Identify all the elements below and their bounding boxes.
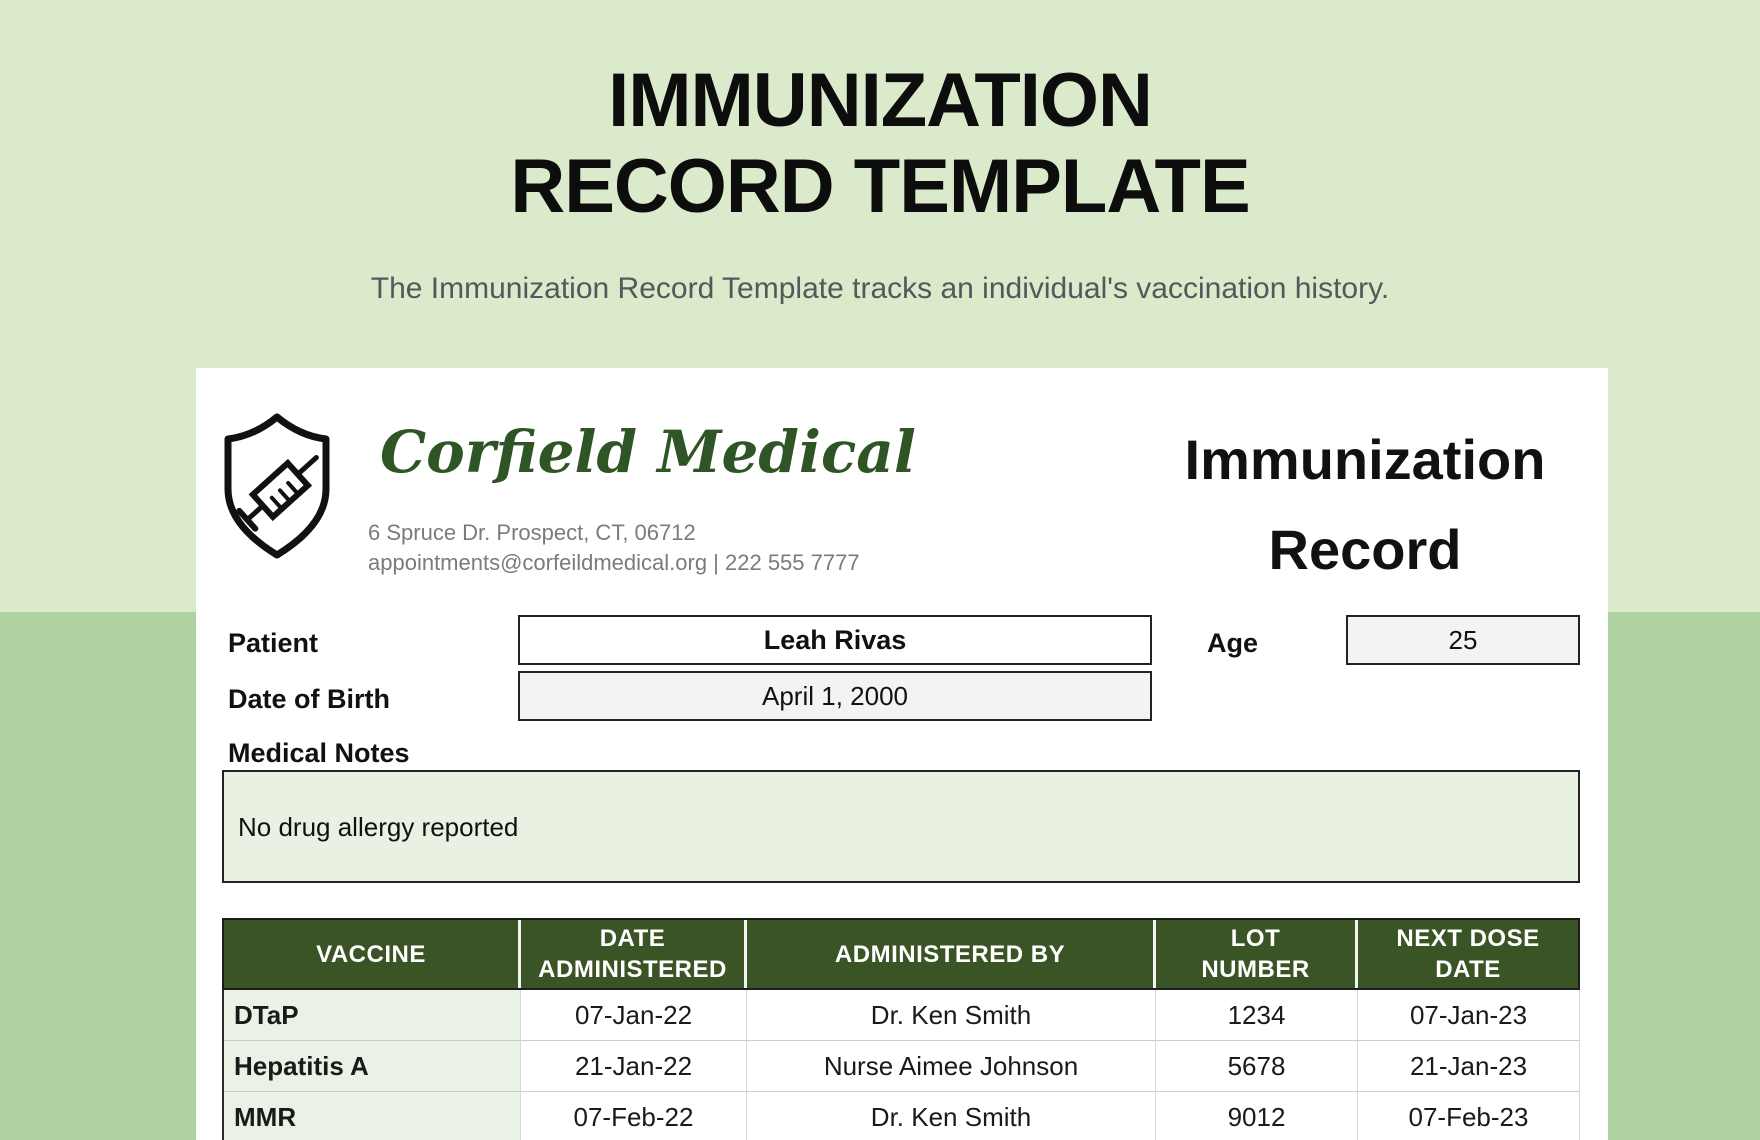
- column-header-next-dose-date: NEXT DOSE DATE: [1358, 920, 1578, 988]
- patient-label: Patient: [228, 628, 319, 658]
- document-heading-line2: Record: [1268, 518, 1462, 581]
- clinic-address: 6 Spruce Dr. Prospect, CT, 06712: [368, 520, 696, 545]
- next-dose-date-cell: 21-Jan-23: [1358, 1041, 1580, 1092]
- vaccine-name-cell: MMR: [224, 1092, 521, 1140]
- medical-notes-label: Medical Notes: [228, 738, 410, 768]
- table-row: [224, 1092, 1580, 1140]
- document-heading-line1: Immunization: [1184, 428, 1546, 491]
- page-title-line2: RECORD TEMPLATE: [510, 144, 1250, 229]
- page-title-line1: IMMUNIZATION: [608, 58, 1152, 143]
- administered-by-cell: Nurse Aimee Johnson: [747, 1041, 1156, 1092]
- document-heading: [1130, 415, 1600, 595]
- column-header-date-administered: DATE ADMINISTERED: [521, 920, 747, 988]
- next-dose-date-cell: 07-Feb-23: [1358, 1092, 1580, 1140]
- date-of-birth-field[interactable]: April 1, 2000: [518, 671, 1152, 721]
- vaccination-table-body: [222, 990, 1580, 1140]
- administered-by-cell: Dr. Ken Smith: [747, 1092, 1156, 1140]
- date-administered-cell: 07-Feb-22: [521, 1092, 747, 1140]
- column-header-vaccine: VACCINE: [224, 920, 521, 988]
- vaccination-table-header: [222, 918, 1580, 990]
- vaccine-name-cell: DTaP: [224, 990, 521, 1041]
- age-field[interactable]: 25: [1346, 615, 1580, 665]
- vaccine-name-cell: Hepatitis A: [224, 1041, 521, 1092]
- lot-number-cell: 9012: [1156, 1092, 1358, 1140]
- column-header-lot-number: LOT NUMBER: [1156, 920, 1358, 988]
- patient-name-field[interactable]: Leah Rivas: [518, 615, 1152, 665]
- column-header-administered-by: ADMINISTERED BY: [747, 920, 1156, 988]
- shield-syringe-icon: [216, 405, 338, 565]
- age-label: Age: [1207, 628, 1259, 658]
- lot-number-cell: 1234: [1156, 990, 1358, 1041]
- date-administered-cell: 21-Jan-22: [521, 1041, 747, 1092]
- date-of-birth-label: Date of Birth: [228, 684, 390, 714]
- next-dose-date-cell: 07-Jan-23: [1358, 990, 1580, 1041]
- date-administered-cell: 07-Jan-22: [521, 990, 747, 1041]
- page-subtitle: The Immunization Record Template tracks an individual's vaccination history.: [370, 272, 1390, 305]
- table-row: [224, 990, 1580, 1041]
- page-title: [0, 58, 1760, 230]
- table-row: [224, 1041, 1580, 1092]
- lot-number-cell: 5678: [1156, 1041, 1358, 1092]
- clinic-contact: appointments@corfeildmedical.org | 222 555 7777: [368, 550, 860, 575]
- medical-notes-field[interactable]: No drug allergy reported: [222, 770, 1580, 883]
- administered-by-cell: Dr. Ken Smith: [747, 990, 1156, 1041]
- vaccination-table: [222, 918, 1580, 1140]
- clinic-name: Corfield Medical: [380, 418, 916, 486]
